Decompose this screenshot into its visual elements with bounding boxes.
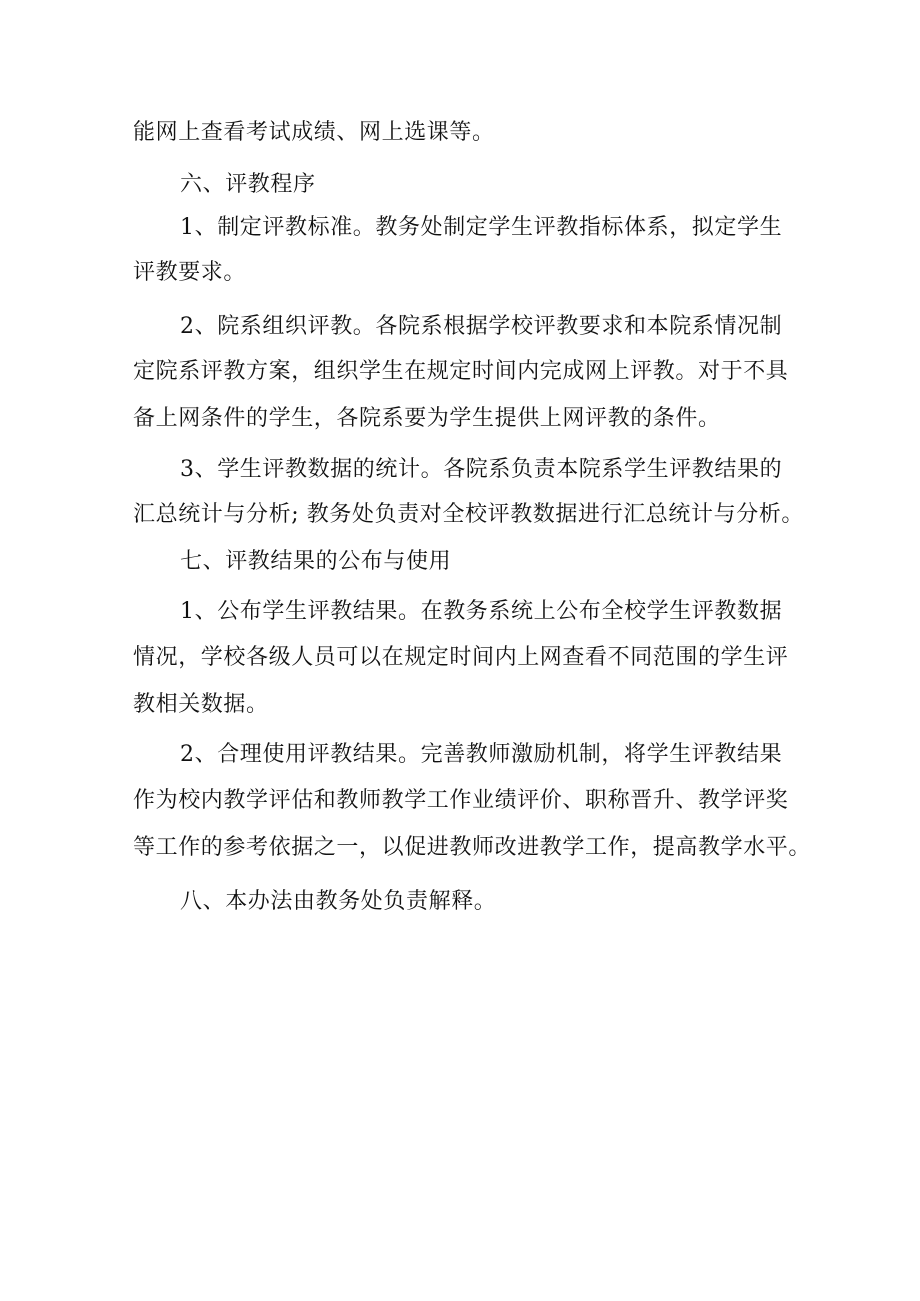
intro-tail-text: 能网上查看考试成绩、网上选课等。 xyxy=(133,120,495,145)
section-six-item2-line2: 定院系评教方案，组织学生在规定时间内完成网上评教。对于不具 xyxy=(133,359,789,384)
section-seven-item2-line3: 等工作的参考依据之一，以促进教师改进教学工作，提高教学水平。 xyxy=(133,835,812,860)
section-seven-item1-line3: 教相关数据。 xyxy=(133,692,269,717)
section-six-item1-line1: 1、制定评教标准。教务处制定学生评教指标体系，拟定学生 xyxy=(180,215,783,240)
section-eight-heading: 八、本办法由教务处负责解释。 xyxy=(180,889,497,914)
section-seven-item1-line2: 情况，学校各级人员可以在规定时间内上网查看不同范围的学生评 xyxy=(133,645,789,670)
section-six-item2-line1: 2、院系组织评教。各院系根据学校评教要求和本院系情况制 xyxy=(180,314,783,339)
section-six-item3-line2: 汇总统计与分析; 教务处负责对全校评教数据进行汇总统计与分析。 xyxy=(133,502,805,527)
section-seven-item2-line2: 作为校内教学评估和教师教学工作业绩评价、职称晋升、教学评奖 xyxy=(133,788,789,813)
section-six-item1-line2: 评教要求。 xyxy=(133,260,247,285)
section-seven-heading: 七、评教结果的公布与使用 xyxy=(180,549,452,574)
section-six-item2-line3: 备上网条件的学生，各院系要为学生提供上网评教的条件。 xyxy=(133,406,721,431)
section-seven-item1-line1: 1、公布学生评教结果。在教务系统上公布全校学生评教数据 xyxy=(180,599,783,624)
section-six-item3-line1: 3、学生评教数据的统计。各院系负责本院系学生评教结果的 xyxy=(180,457,783,482)
section-seven-item2-line1: 2、合理使用评教结果。完善教师激励机制，将学生评教结果 xyxy=(180,742,783,767)
section-six-heading: 六、评教程序 xyxy=(180,172,316,197)
